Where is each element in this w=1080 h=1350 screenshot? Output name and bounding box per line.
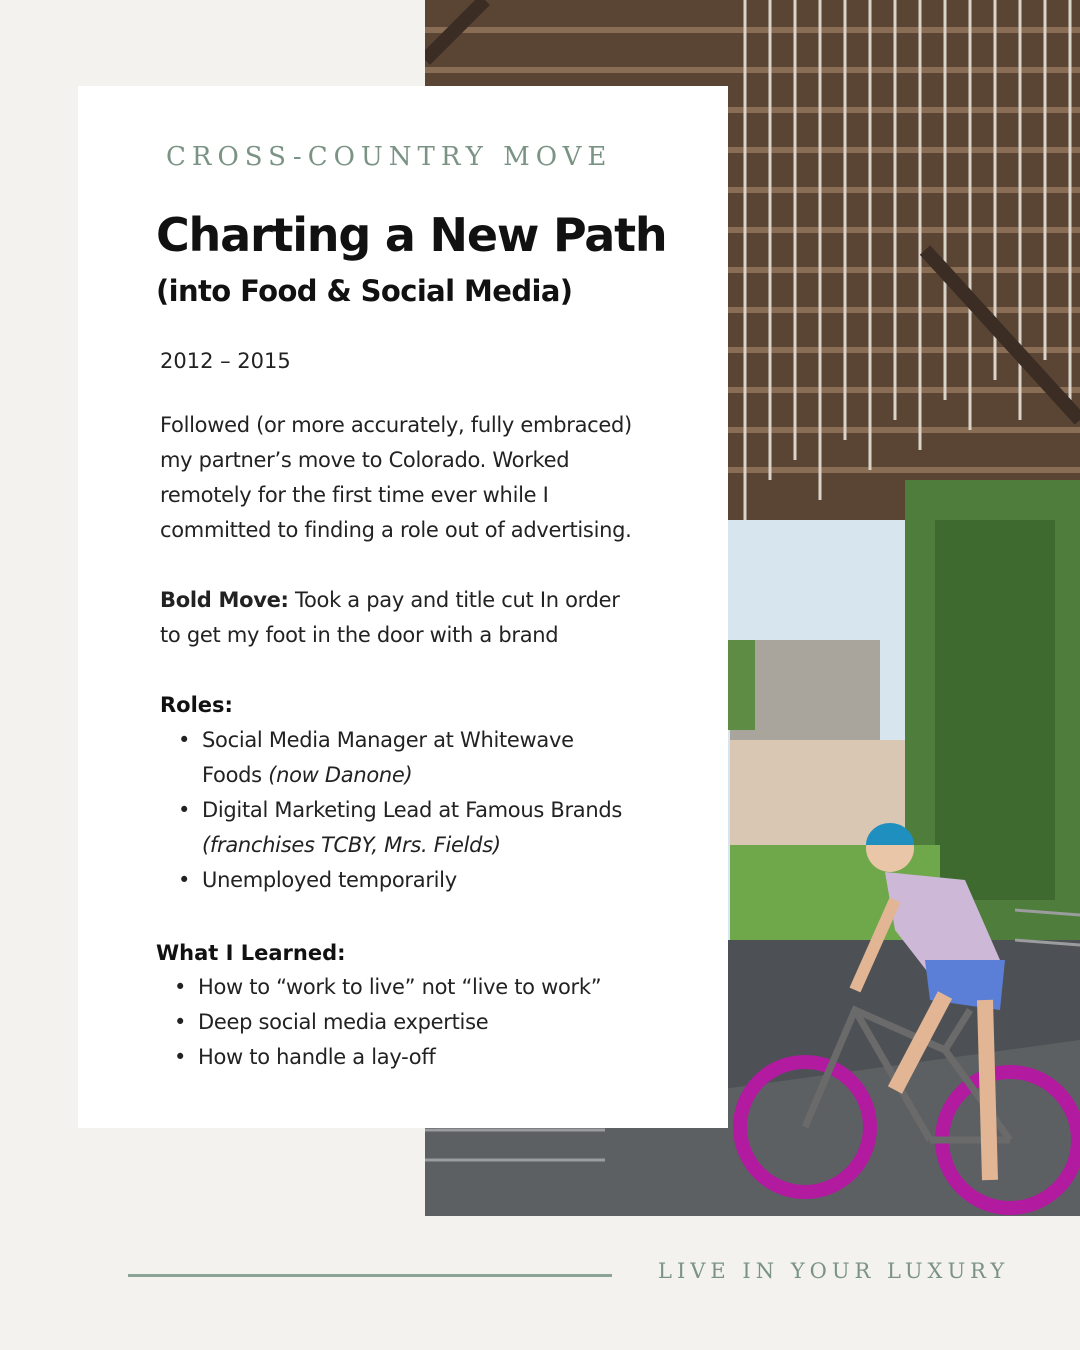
list-item bbox=[160, 863, 622, 898]
bold-move-label: Bold Move: bbox=[160, 588, 289, 612]
page-title: Charting a New Path bbox=[156, 208, 667, 262]
bold-move-text: to get my foot in the door with a brand bbox=[160, 623, 559, 647]
content-card bbox=[78, 86, 728, 1128]
role-title: Digital Marketing Lead at Famous Brands bbox=[202, 798, 623, 822]
description-paragraph bbox=[160, 408, 690, 548]
learned-list bbox=[156, 970, 601, 1075]
learned-heading: What I Learned: bbox=[156, 941, 346, 965]
list-item bbox=[160, 723, 622, 793]
page-subtitle: (into Food & Social Media) bbox=[156, 274, 573, 308]
footer-tagline: LIVE IN YOUR LUXURY bbox=[658, 1259, 1010, 1283]
role-note: (franchises TCBY, Mrs. Fields) bbox=[202, 833, 501, 857]
roles-heading: Roles: bbox=[160, 693, 233, 717]
list-item: • How to handle a lay-off bbox=[156, 1040, 601, 1075]
bold-move-paragraph bbox=[160, 583, 690, 653]
role-note: (now Danone) bbox=[268, 763, 413, 787]
list-item: • Deep social media expertise bbox=[156, 1005, 601, 1040]
bold-move-text: Took a pay and title cut In order bbox=[288, 588, 620, 612]
description-line: Followed (or more accurately, fully embraced) bbox=[160, 413, 632, 437]
roles-list bbox=[160, 723, 622, 898]
role-title: Social Media Manager at Whitewave bbox=[202, 728, 574, 752]
role-company: Foods bbox=[202, 763, 269, 787]
eyebrow-label: CROSS-COUNTRY MOVE bbox=[166, 142, 613, 172]
role-title: Unemployed temporarily bbox=[202, 868, 457, 892]
list-item: • How to “work to live” not “live to work” bbox=[156, 970, 601, 1005]
list-item bbox=[160, 793, 622, 863]
description-line: remotely for the first time ever while I bbox=[160, 483, 549, 507]
description-line: my partner’s move to Colorado. Worked bbox=[160, 448, 570, 472]
date-range: 2012 – 2015 bbox=[160, 349, 291, 373]
footer-divider bbox=[128, 1274, 612, 1277]
description-line: committed to finding a role out of advertising. bbox=[160, 518, 632, 542]
